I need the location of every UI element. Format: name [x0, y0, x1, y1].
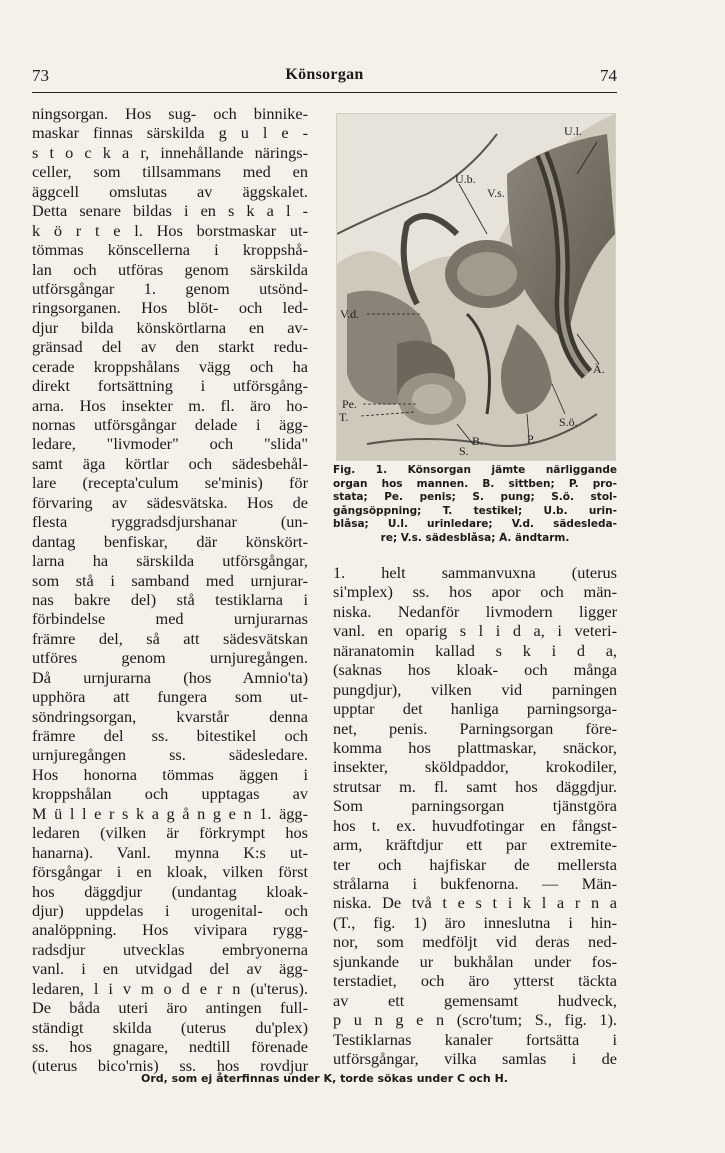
caption-line: gångsöppning; T. testikel; U.b. urin- — [333, 504, 617, 517]
text-line: arm, kräftdjur ett par extremite- — [333, 835, 617, 855]
text-line: 1. helt sammanvuxna (uterus — [333, 563, 617, 582]
text-line: vanl. i en utvidgad del av ägg- — [32, 959, 308, 979]
caption-line: stata; Pe. penis; S. pung; S.ö. stol- — [333, 491, 617, 504]
text-line: urnjuregången ss. sädesledare. — [32, 745, 308, 765]
text-line: strutsar m. fl. samt hos däggdjur. — [333, 776, 617, 796]
text-line: (uterus bico'rnis) ss. hos rovdjur — [32, 1056, 308, 1076]
figure-label-a: Ä. — [593, 362, 605, 376]
text-line: djur) uppdelas i urogenital- och — [32, 900, 308, 920]
text-line: (saknas hos kloak- och många — [333, 660, 617, 680]
figure-label-b: B. — [472, 434, 484, 448]
text-line: hos t. ex. huvudfotingar en fångst- — [333, 815, 617, 835]
text-line: främre del ss. bitestikel och — [32, 726, 308, 745]
text-line: kroppshålan och upptagas av — [32, 784, 308, 804]
text-line: söndringsorgan, kvarstår denna — [32, 706, 308, 726]
text-line: nor, som medföljt vid deras ned- — [333, 932, 617, 952]
text-line: si'mplex) ss. hos apor och män- — [333, 582, 617, 602]
caption-line: blåsa; U.l. urinledare; V.d. sädesleda- — [333, 518, 617, 531]
text-line: ss. hos gnagare, nedtill förenade — [32, 1037, 308, 1056]
text-line: ständigt skilda (uterus du'plex) — [32, 1017, 308, 1037]
text-line: ledaren, l i v m o d e r n (u'terus). — [32, 978, 308, 998]
text-line: k ö r t e l. Hos borstmaskar ut- — [32, 220, 308, 240]
text-line: niska. De två t e s t i k l a r n a — [333, 893, 617, 913]
text-line: Som parningsorgan tjänstgöra — [333, 796, 617, 816]
text-line: djur bilda könskörtlarna en av- — [32, 317, 308, 337]
text-line: av ett gemensamt hudveck, — [333, 990, 617, 1010]
text-line: Detta senare bildas i en s k a l - — [32, 201, 308, 221]
text-line: hanarna). Vanl. mynna K:s ut- — [32, 842, 308, 862]
page-header — [32, 62, 617, 88]
text-line: nas bakre del) stå testiklarna i — [32, 589, 308, 609]
anatomy-illustration — [337, 114, 615, 460]
text-line: cerade kroppshålans vägg och ha — [32, 356, 308, 376]
text-line: upphöra att fungera som ut- — [32, 687, 308, 707]
figure-label-so: S.ö. — [559, 415, 578, 429]
figure-label-p: P. — [527, 432, 536, 446]
text-line: net, penis. Parningsorgan före- — [333, 718, 617, 738]
text-line: analöppning. Hos vivipara rygg- — [32, 920, 308, 940]
caption-line: re; V.s. sädesblåsa; Ä. ändtarm. — [380, 531, 570, 544]
figure-label-ub: U.b. — [455, 172, 476, 186]
text-line: larna ha särskilda utförsgångar, — [32, 551, 308, 571]
text-line: M ü l l e r s k a g å n g e n 1. ägg- — [32, 803, 308, 823]
text-line: s t o c k a r, innehållande närings- — [32, 142, 308, 162]
figure-label-s: S. — [459, 444, 469, 458]
figure-label-pe: Pe. — [342, 397, 357, 411]
text-line: äggcell omslutas av äggskalet. — [32, 181, 308, 201]
text-line: komma hos plattmaskar, snäckor, — [333, 737, 617, 757]
text-line: pungdjur), vilken vid parningen — [333, 679, 617, 699]
figure-label-ul: U.l. — [564, 124, 582, 138]
anatomy-figure — [336, 113, 616, 461]
text-line: lare (recepta'culum se'minis) för — [32, 473, 308, 493]
text-line: utförsgångar 1. genom utsönd- — [32, 278, 308, 298]
text-line: främre del, så att sädesvätskan — [32, 628, 308, 648]
header-rule — [32, 92, 617, 93]
text-line: p u n g e n (scro'tum; S., fig. 1). — [333, 1010, 617, 1030]
text-line: gränsad del av den starkt redu- — [32, 337, 308, 357]
text-line: insekter, sköldpaddor, krokodiler, — [333, 757, 617, 777]
page-number-right: 74 — [600, 66, 617, 85]
page-title: Könsorgan — [285, 66, 364, 83]
text-line: ledaren (vilken är förkrympt hos — [32, 823, 308, 843]
text-line: De båda uteri äro antingen full- — [32, 998, 308, 1018]
text-line: hos däggdjur (undantag kloak- — [32, 881, 308, 901]
caption-line: Fig. 1. Könsorgan jämte närliggande — [333, 464, 617, 476]
text-line: strålarna i bukfenorna. — Män- — [333, 874, 617, 893]
text-line: ringsorganen. Hos blöt- och led- — [32, 298, 308, 318]
figure-label-t: T. — [339, 410, 349, 424]
text-line: Hos honorna tömmas äggen i — [32, 764, 308, 784]
text-line: arna. Hos insekter m. fl. äro ho- — [32, 395, 308, 415]
left-column — [32, 104, 308, 1076]
text-line: ledare, "livmoder" och "slida" — [32, 434, 308, 454]
text-line: förvaring av sädesvätska. Hos de — [32, 492, 308, 512]
text-line: utföres genom urnjuregången. — [32, 648, 308, 668]
text-line: vanl. en oparig s l i d a, i veteri- — [333, 621, 617, 641]
caption-line: organ hos mannen. B. sittben; P. pro- — [333, 477, 617, 490]
text-line: flesta ryggradsdjurshanar (un- — [32, 512, 308, 532]
text-line: Testiklarnas kanaler fortsätta i — [333, 1029, 617, 1049]
text-line: niska. Nedanför livmodern ligger — [333, 601, 617, 621]
figure-caption — [333, 464, 617, 546]
text-line: utförsgångar, vilka samlas i de — [333, 1048, 617, 1068]
text-line: tömmas könscellerna i kroppshå- — [32, 240, 308, 260]
text-line: samt äga körtlar och sädesbehål- — [32, 453, 308, 473]
figure-label-vs: V.s. — [487, 186, 505, 200]
text-line: ningsorgan. Hos sug- och binnike- — [32, 104, 308, 123]
page-footer: Ord, som ej återfinnas under K, torde sökas under C och H. — [141, 1072, 508, 1085]
text-line: upptar det hanliga parningsorga- — [333, 699, 617, 719]
text-line: försgångar i en kloak, vilken först — [32, 862, 308, 882]
right-column — [333, 563, 617, 1068]
page-number-left: 73 — [32, 66, 49, 85]
text-line: terstadiet, och äro ytterst täckta — [333, 971, 617, 991]
text-line: sjunkande ur bukhålan under fos- — [333, 951, 617, 971]
text-line: radsdjur utvecklas embryonerna — [32, 939, 308, 959]
text-line: lan och utföras genom särskilda — [32, 259, 308, 279]
text-line: ter och hajfiskar de mellersta — [333, 854, 617, 874]
text-line: som stå i samband med urnjurar- — [32, 570, 308, 590]
text-line: (T., fig. 1) äro inneslutna i hin- — [333, 912, 617, 932]
text-line: maskar finnas särskilda g u l e - — [32, 123, 308, 143]
text-line: nornas utförsgångar delade i ägg- — [32, 415, 308, 434]
figure-label-vd: V.d. — [340, 307, 360, 321]
text-line: direkt fortsättning i utförsgång- — [32, 376, 308, 396]
text-line: Då urnjurarna (hos Amnio'ta) — [32, 667, 308, 687]
text-line: näranatomin kallad s k i d a, — [333, 640, 617, 660]
text-line: förbindelse med urnjurarnas — [32, 609, 308, 629]
text-line: celler, som tillsammans med en — [32, 162, 308, 182]
text-line: dantag benfiskar, där könskört- — [32, 531, 308, 551]
